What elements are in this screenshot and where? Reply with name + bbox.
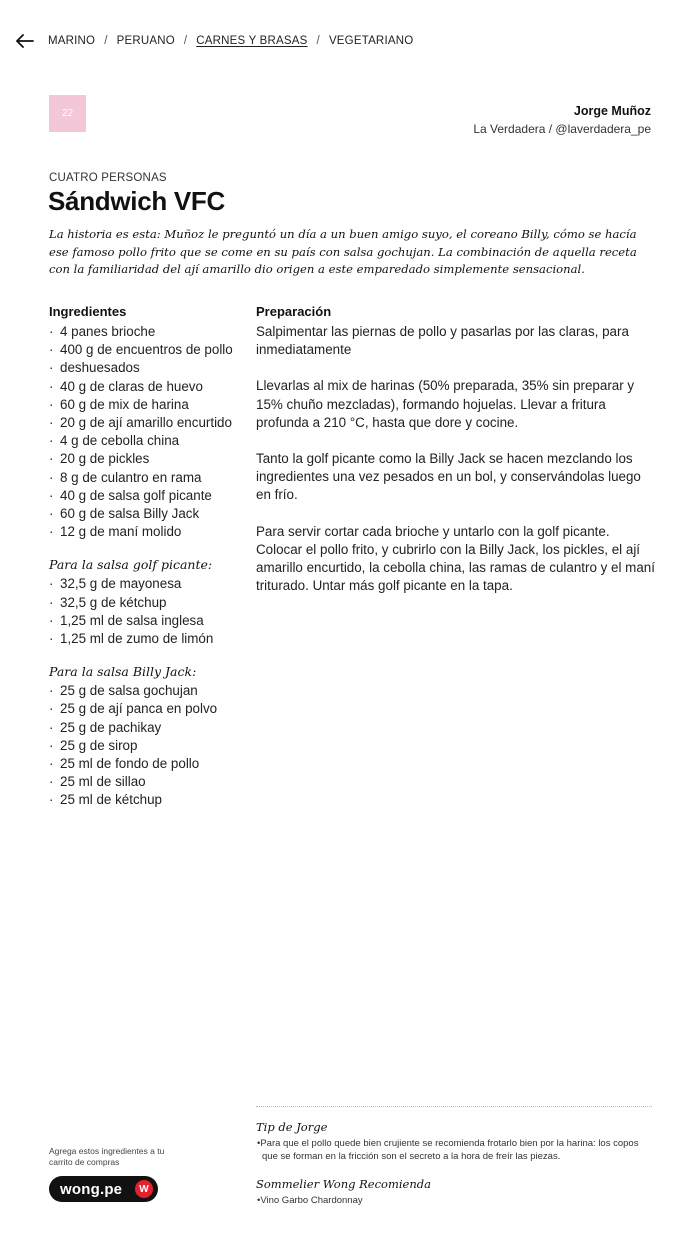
ingredient-item: · 25 ml de sillao [49, 773, 249, 791]
sommelier-text: •Vino Garbo Chardonnay [257, 1195, 363, 1206]
ingredient-item: · 25 ml de fondo de pollo [49, 755, 249, 773]
ingredient-item: · 25 g de pachikay [49, 719, 249, 737]
wong-label: wong.pe [60, 1180, 123, 1198]
back-arrow-icon[interactable] [16, 34, 34, 48]
author-name: Jorge Muñoz [573, 104, 651, 118]
preparation-step: Para servir cortar cada brioche y untarlo con la golf picante. Colocar el pollo frito, y cubrirlo con la Billy Jack, los pickles, el ají amarillo encurtido, la cebolla china, las ramas de culantro y el maní triturado. Untar más golf picante en la tapa. [256, 523, 655, 594]
ingredient-item: · 40 g de claras de huevo [49, 378, 249, 396]
sommelier-heading: Sommelier Wong Recomienda [256, 1177, 431, 1191]
footer-divider [256, 1106, 652, 1107]
ingredient-item: · 60 g de mix de harina [49, 396, 249, 414]
tip-text: •Para que el pollo quede bien crujiente se recomienda frotarlo bien por la harina: los copos que se forman en la fricción son el secreto a la hora de freír las piezas. [257, 1138, 639, 1162]
ingredients-list-main [49, 323, 249, 541]
ingredient-item: · 40 g de salsa golf picante [49, 487, 249, 505]
ingredient-item: · 25 ml de kétchup [49, 791, 249, 809]
ingredient-item: · deshuesados [49, 359, 249, 377]
ingredient-item: · 400 g de encuentros de pollo [49, 341, 249, 359]
ingredient-item: · 20 g de ají amarillo encurtido [49, 414, 249, 432]
nav-separator: / [316, 35, 320, 47]
golf-sauce-heading: Para la salsa golf picante: [49, 557, 213, 573]
nav-item-vegetariano[interactable]: VEGETARIANO [328, 35, 414, 47]
ingredients-heading: Ingredientes [49, 304, 127, 319]
ingredients-list-golf [49, 575, 249, 648]
ingredient-item: · 32,5 g de kétchup [49, 594, 249, 612]
nav-item-marino[interactable]: MARINO [48, 35, 96, 47]
recipe-title: Sándwich VFC [48, 186, 225, 216]
nav-item-carnes-y-brasas[interactable]: CARNES Y BRASAS [196, 35, 308, 47]
ingredient-item: · 25 g de salsa gochujan [49, 682, 249, 700]
ingredient-item: · 1,25 ml de zumo de limón [49, 630, 249, 648]
wong-logo-icon: W [135, 1180, 153, 1198]
ingredient-item: · 4 g de cebolla china [49, 432, 249, 450]
ingredient-item: · 4 panes brioche [49, 323, 249, 341]
ingredients-column [49, 304, 249, 810]
page-number-badge: 22 [49, 95, 86, 132]
ingredient-item: · 12 g de maní molido [49, 523, 249, 541]
wong-cart-button[interactable] [49, 1176, 158, 1202]
nav-separator: / [104, 35, 108, 47]
ingredient-item: · 60 g de salsa Billy Jack [49, 505, 249, 523]
author-block [473, 104, 651, 136]
tip-heading: Tip de Jorge [256, 1120, 328, 1134]
ingredient-item: · 20 g de pickles [49, 450, 249, 468]
preparation-column [256, 304, 656, 613]
preparation-step: Llevarlas al mix de harinas (50% preparada, 35% sin preparar y 15% chuño mezcladas), formando hojuelas. Llevar a fritura profunda a 210 °C, hasta que dore y cocine. [256, 378, 635, 430]
serving-size: CUATRO PERSONAS [49, 172, 167, 184]
nav-items [48, 35, 413, 47]
ingredient-item: · 25 g de ají panca en polvo [49, 700, 249, 718]
author-handle: La Verdadera / @laverdadera_pe [473, 122, 651, 136]
preparation-step: Salpimentar las piernas de pollo y pasarlas por las claras, para inmediatamente [256, 324, 629, 358]
cart-prompt: Agrega estos ingredientes a tu carrito de compras [49, 1146, 165, 1167]
nav-separator: / [183, 35, 188, 47]
preparation-heading: Preparación [256, 304, 332, 319]
ingredients-list-billy-jack [49, 682, 249, 809]
ingredient-item: · 25 g de sirop [49, 737, 249, 755]
tips-block [256, 1120, 656, 1207]
billy-jack-sauce-heading: Para la salsa Billy Jack: [49, 664, 197, 680]
ingredient-item: · 8 g de culantro en rama [49, 469, 249, 487]
preparation-step: Tanto la golf picante como la Billy Jack se hacen mezclando los ingredientes una vez pesados en un bol, y conservándolas luego en frío. [256, 451, 641, 503]
ingredient-item: · 32,5 g de mayonesa [49, 575, 249, 593]
category-nav [16, 30, 684, 52]
ingredient-item: · 1,25 ml de salsa inglesa [49, 612, 249, 630]
nav-item-peruano[interactable]: PERUANO [116, 35, 175, 47]
recipe-intro: La historia es esta: Muñoz le preguntó un día a un buen amigo suyo, el coreano Billy, cómo se hacía ese famoso pollo frito que se come en su país con salsa gochujan. La combinación de aquella receta con la familiaridad del ají amarillo dio origen a este emparedado simplemente sensacional. [49, 227, 637, 276]
